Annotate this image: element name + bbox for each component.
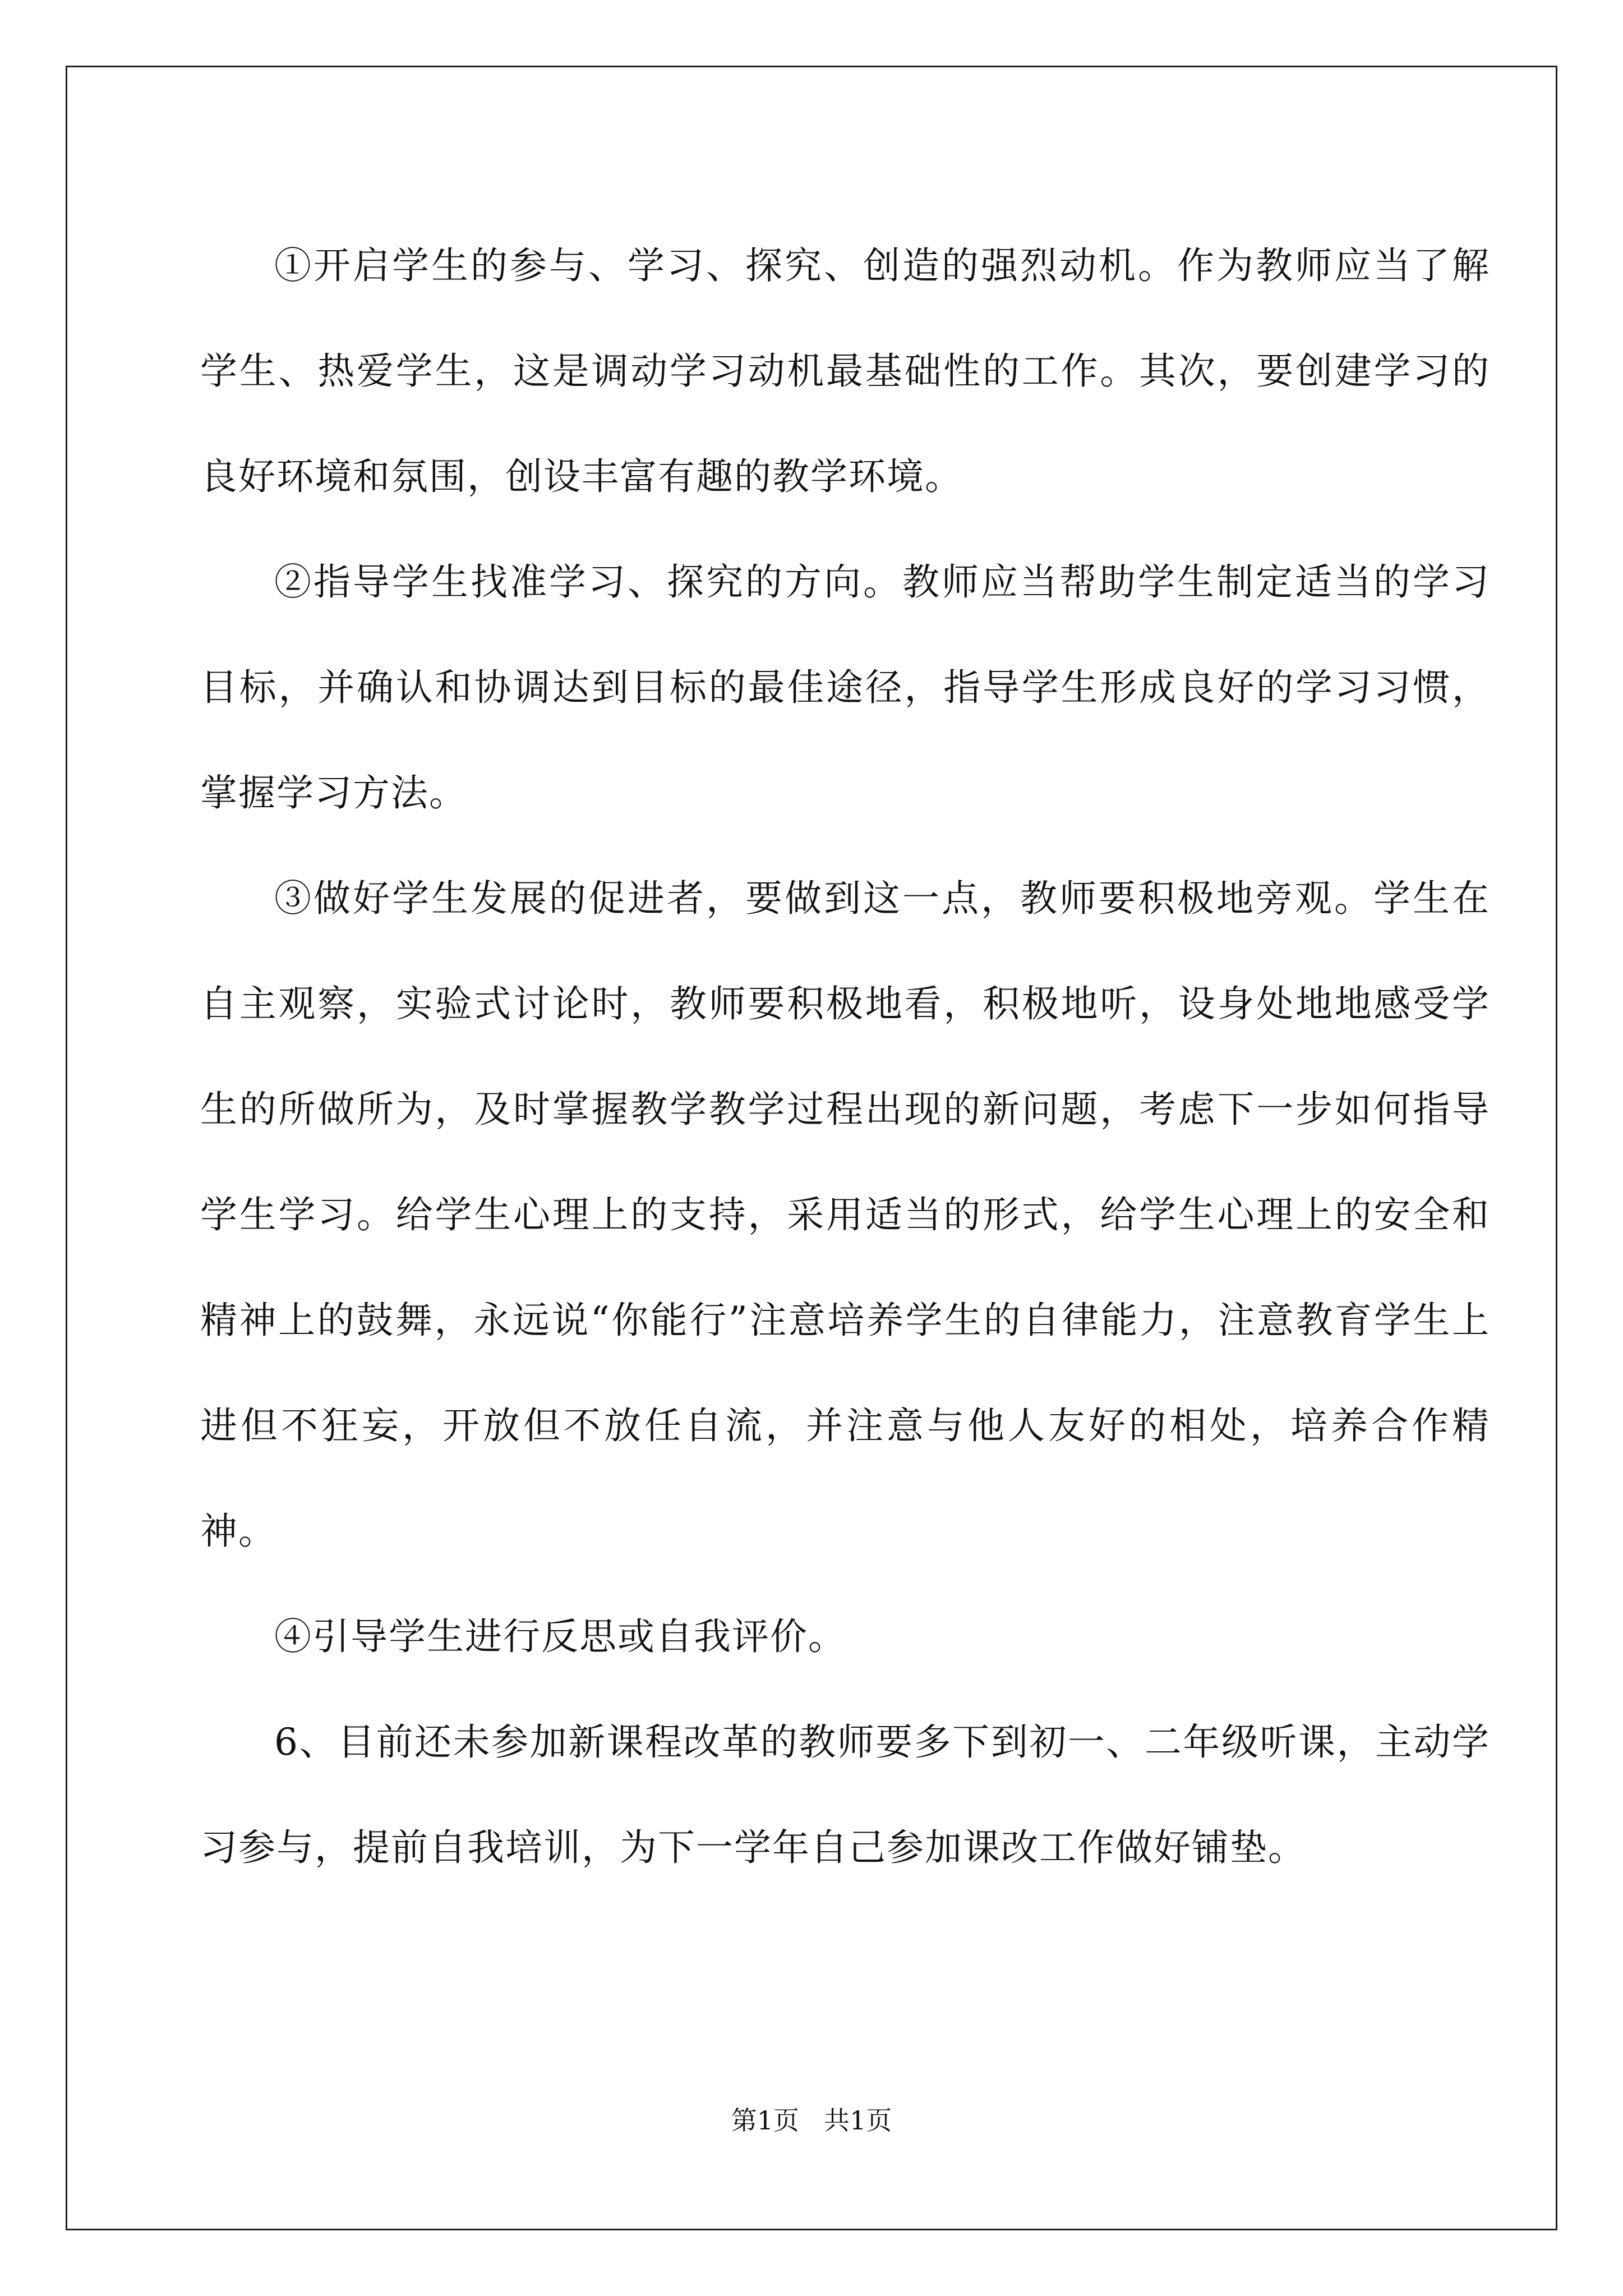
paragraph-1: ①开启学生的参与、学习、探究、创造的强烈动机。作为教师应当了解学生、热爱学生，这是调动学习动机最基础性的工作。其次，要创建学习的良好环境和氛围，创设丰富有趣的教学环境。 [200,244,1490,498]
page-number: 第1页 [731,2105,799,2136]
page-footer [0,2104,1623,2137]
paragraph-5: 6、目前还未参加新课程改革的教师要多下到初一、二年级听课，主动学习参与，提前自我培训，为下一学年自己参加课改工作做好铺垫。 [200,1720,1490,1869]
paragraph-3: ③做好学生发展的促进者，要做到这一点，教师要积极地旁观。学生在自主观察，实验式讨论时，教师要积极地看，积极地听，设身处地地感受学生的所做所为，及时掌握教学教学过程出现的新问题，考虑下一步如何指导学生学习。给学生心理上的支持，采用适当的形式，给学生心理上的安全和精神上的鼓舞，永远说“你能行”注意培养学生的自律能力，注意教育学生上进但不狂妄，开放但不放任自流，并注意与他人友好的相处，培养合作精神。 [200,877,1490,1553]
document-body [200,213,1490,1901]
paragraph-4: ④引导学生进行反思或自我评价。 [274,1615,846,1658]
page-total: 共1页 [824,2105,892,2136]
paragraph-2: ②指导学生找准学习、探究的方向。教师应当帮助学生制定适当的学习目标，并确认和协调达到目标的最佳途径，指导学生形成良好的学习习惯，掌握学习方法。 [200,560,1490,815]
